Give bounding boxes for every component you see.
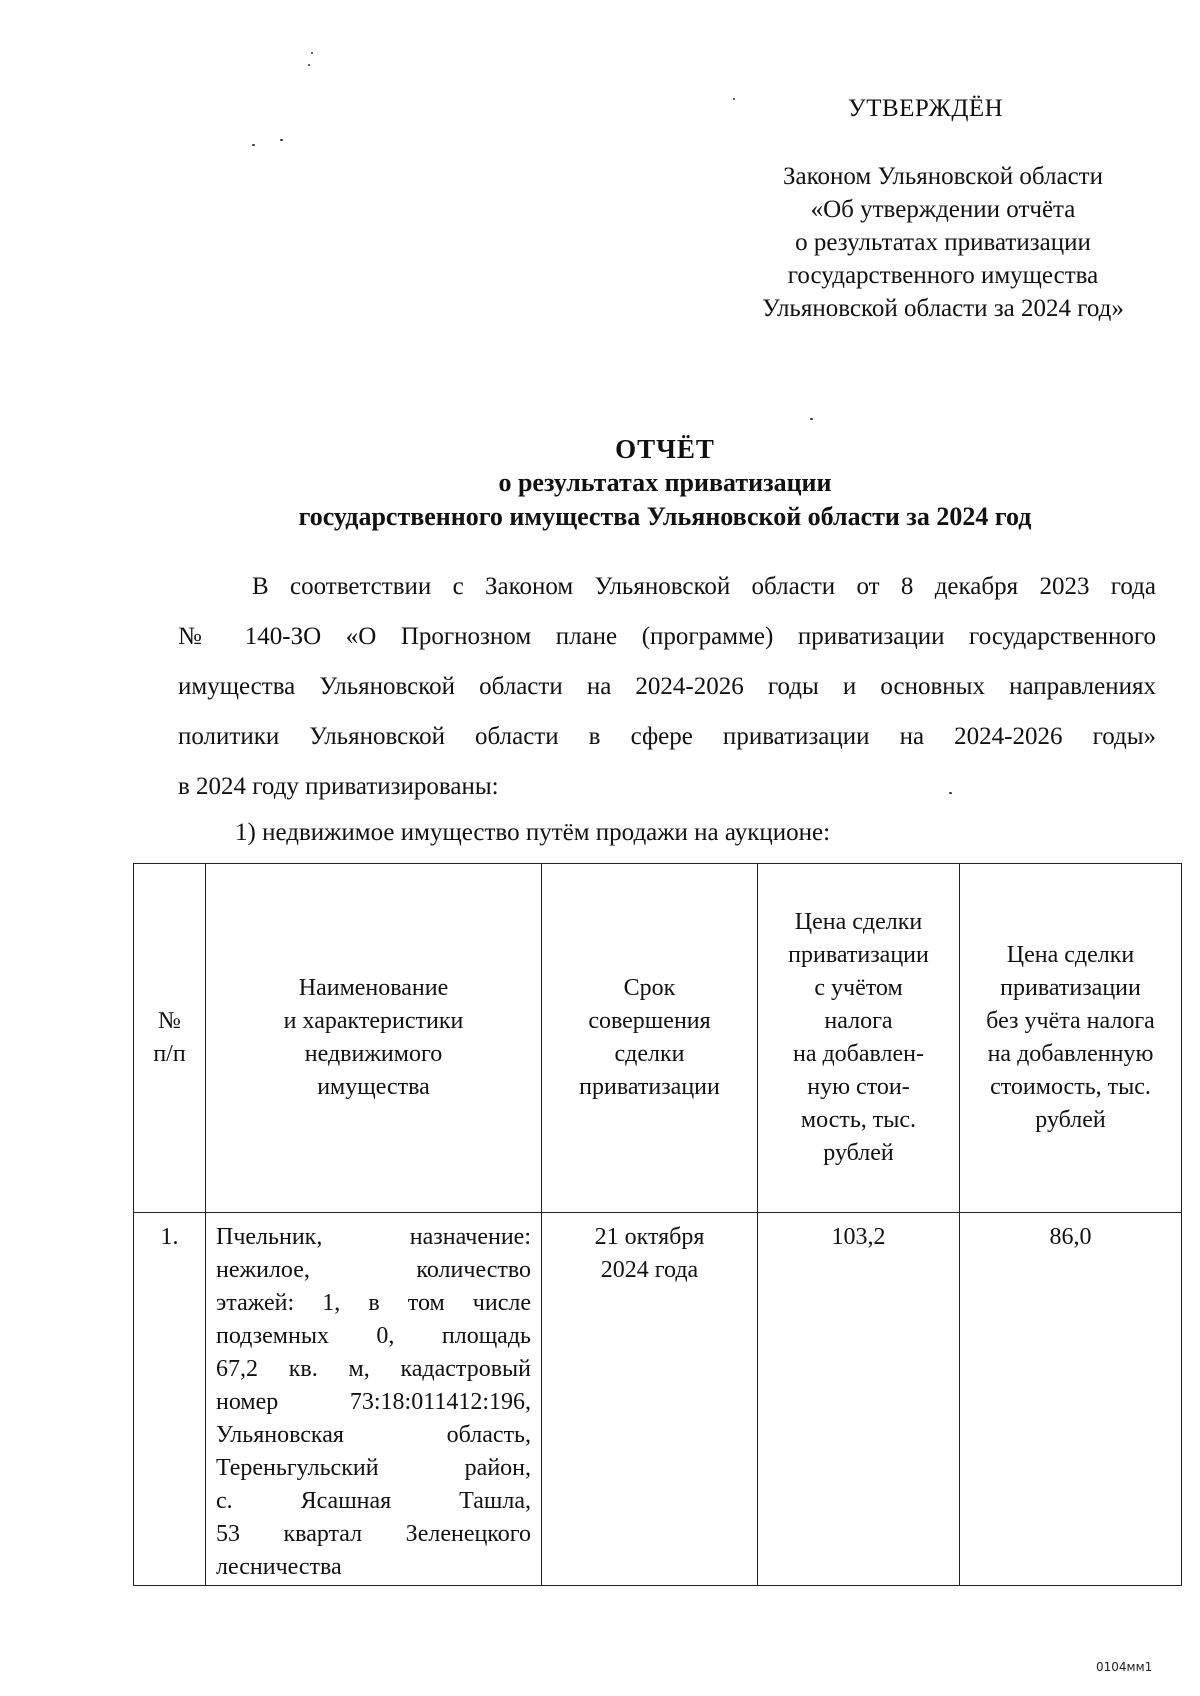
header-text: Наименование [298, 975, 449, 1001]
header-text: рублей [823, 1140, 894, 1166]
header-text: Срок [623, 975, 676, 1001]
header-text: приватизации [788, 942, 929, 968]
scan-speck [810, 418, 813, 420]
header-text: и характеристики [283, 1008, 464, 1034]
approval-line: государственного имущества [787, 262, 1099, 289]
header-price-novat [960, 864, 1182, 1213]
header-text: на добавленную [987, 1041, 1154, 1067]
description-line: этажей: 1, в том числе [216, 1290, 531, 1316]
term-line: 2024 года [600, 1257, 699, 1283]
scan-speck [308, 64, 310, 66]
privatization-table [133, 863, 1182, 1586]
header-text: ную стои- [807, 1074, 910, 1100]
description-line: лесничества [216, 1554, 342, 1580]
header-text: на добавлен- [792, 1041, 925, 1067]
description-line: Пчельник, назначение: [216, 1224, 531, 1250]
header-term [542, 864, 758, 1213]
report-subtitle-line: государственного имущества Ульяновской области за 2024 год [298, 502, 1032, 531]
table-header-row [134, 864, 1182, 1213]
header-text: недвижимого [304, 1041, 443, 1067]
description-line: Тереньгульский район, [216, 1455, 531, 1481]
list-item: 1) недвижимое имущество путём продажи на аукционе: [235, 819, 831, 846]
header-text: Цена сделки [794, 909, 923, 935]
table-row [134, 1213, 1182, 1586]
cell-term [542, 1213, 758, 1586]
scan-speck [252, 144, 255, 146]
approval-text [720, 160, 1166, 325]
header-text: мость, тыс. [800, 1107, 917, 1133]
description-line: Ульяновская область, [216, 1422, 531, 1448]
cell-description [206, 1213, 542, 1586]
header-name [206, 864, 542, 1213]
header-text: сделки [614, 1041, 685, 1067]
intro-line: в 2024 году приватизированы: [178, 773, 499, 800]
cell-num: 1. [134, 1213, 206, 1586]
description-line: нежилое, количество [216, 1257, 531, 1283]
cell-price-novat: 86,0 [960, 1213, 1182, 1586]
header-num [134, 864, 206, 1213]
scan-speck [311, 52, 313, 54]
header-price-vat [758, 864, 960, 1213]
term-line: 21 октября [594, 1224, 705, 1250]
approval-line: Ульяновской области за 2024 год» [762, 295, 1124, 322]
header-text: приватизации [579, 1074, 720, 1100]
intro-line: № 140-ЗО «О Прогнозном плане (программе) приватизации государственного [178, 623, 1156, 650]
description-line: номер 73:18:011412:196, [216, 1389, 531, 1415]
intro-line: политики Ульяновской области в сфере приватизации на 2024-2026 годы» [178, 723, 1156, 750]
scan-speck [280, 139, 283, 141]
header-text: совершения [588, 1008, 711, 1034]
cell-price-vat: 103,2 [758, 1213, 960, 1586]
header-text: Цена сделки [1006, 942, 1135, 968]
header-text: налога [824, 1008, 893, 1034]
report-title: ОТЧЁТ [615, 434, 715, 464]
intro-line: имущества Ульяновской области на 2024-2026 годы и основных направлениях [178, 673, 1156, 700]
header-text: стоимость, тыс. [990, 1074, 1151, 1100]
header-text: рублей [1035, 1107, 1106, 1133]
header-text: без учёта налога [986, 1008, 1155, 1034]
approval-title: УТВЕРЖДЁН [848, 95, 1004, 122]
header-text: имущества [317, 1074, 430, 1100]
header-text: п/п [153, 1041, 186, 1067]
report-subtitle-line: о результатах приватизации [498, 468, 832, 497]
intro-paragraph [178, 562, 1156, 812]
intro-line: В соответствии с Законом Ульяновской области от 8 декабря 2023 года [252, 573, 1156, 600]
description-line: 53 квартал Зеленецкого [216, 1521, 531, 1547]
approval-line: о результатах приватизации [795, 229, 1091, 256]
approval-block [720, 92, 1166, 325]
approval-line: «Об утверждении отчёта [810, 196, 1076, 223]
description-line: 67,2 кв. м, кадастровый [216, 1356, 531, 1382]
header-text: приватизации [1000, 975, 1141, 1001]
approval-line: Законом Ульяновской области [783, 163, 1103, 190]
description-line: подземных 0, площадь [216, 1323, 531, 1349]
report-heading [130, 432, 1200, 534]
header-text: с учётом [814, 975, 903, 1001]
footer-code: 0104мм1 [1096, 1660, 1153, 1674]
description-line: с. Ясашная Ташла, [216, 1488, 531, 1514]
header-text: № [158, 1008, 181, 1034]
